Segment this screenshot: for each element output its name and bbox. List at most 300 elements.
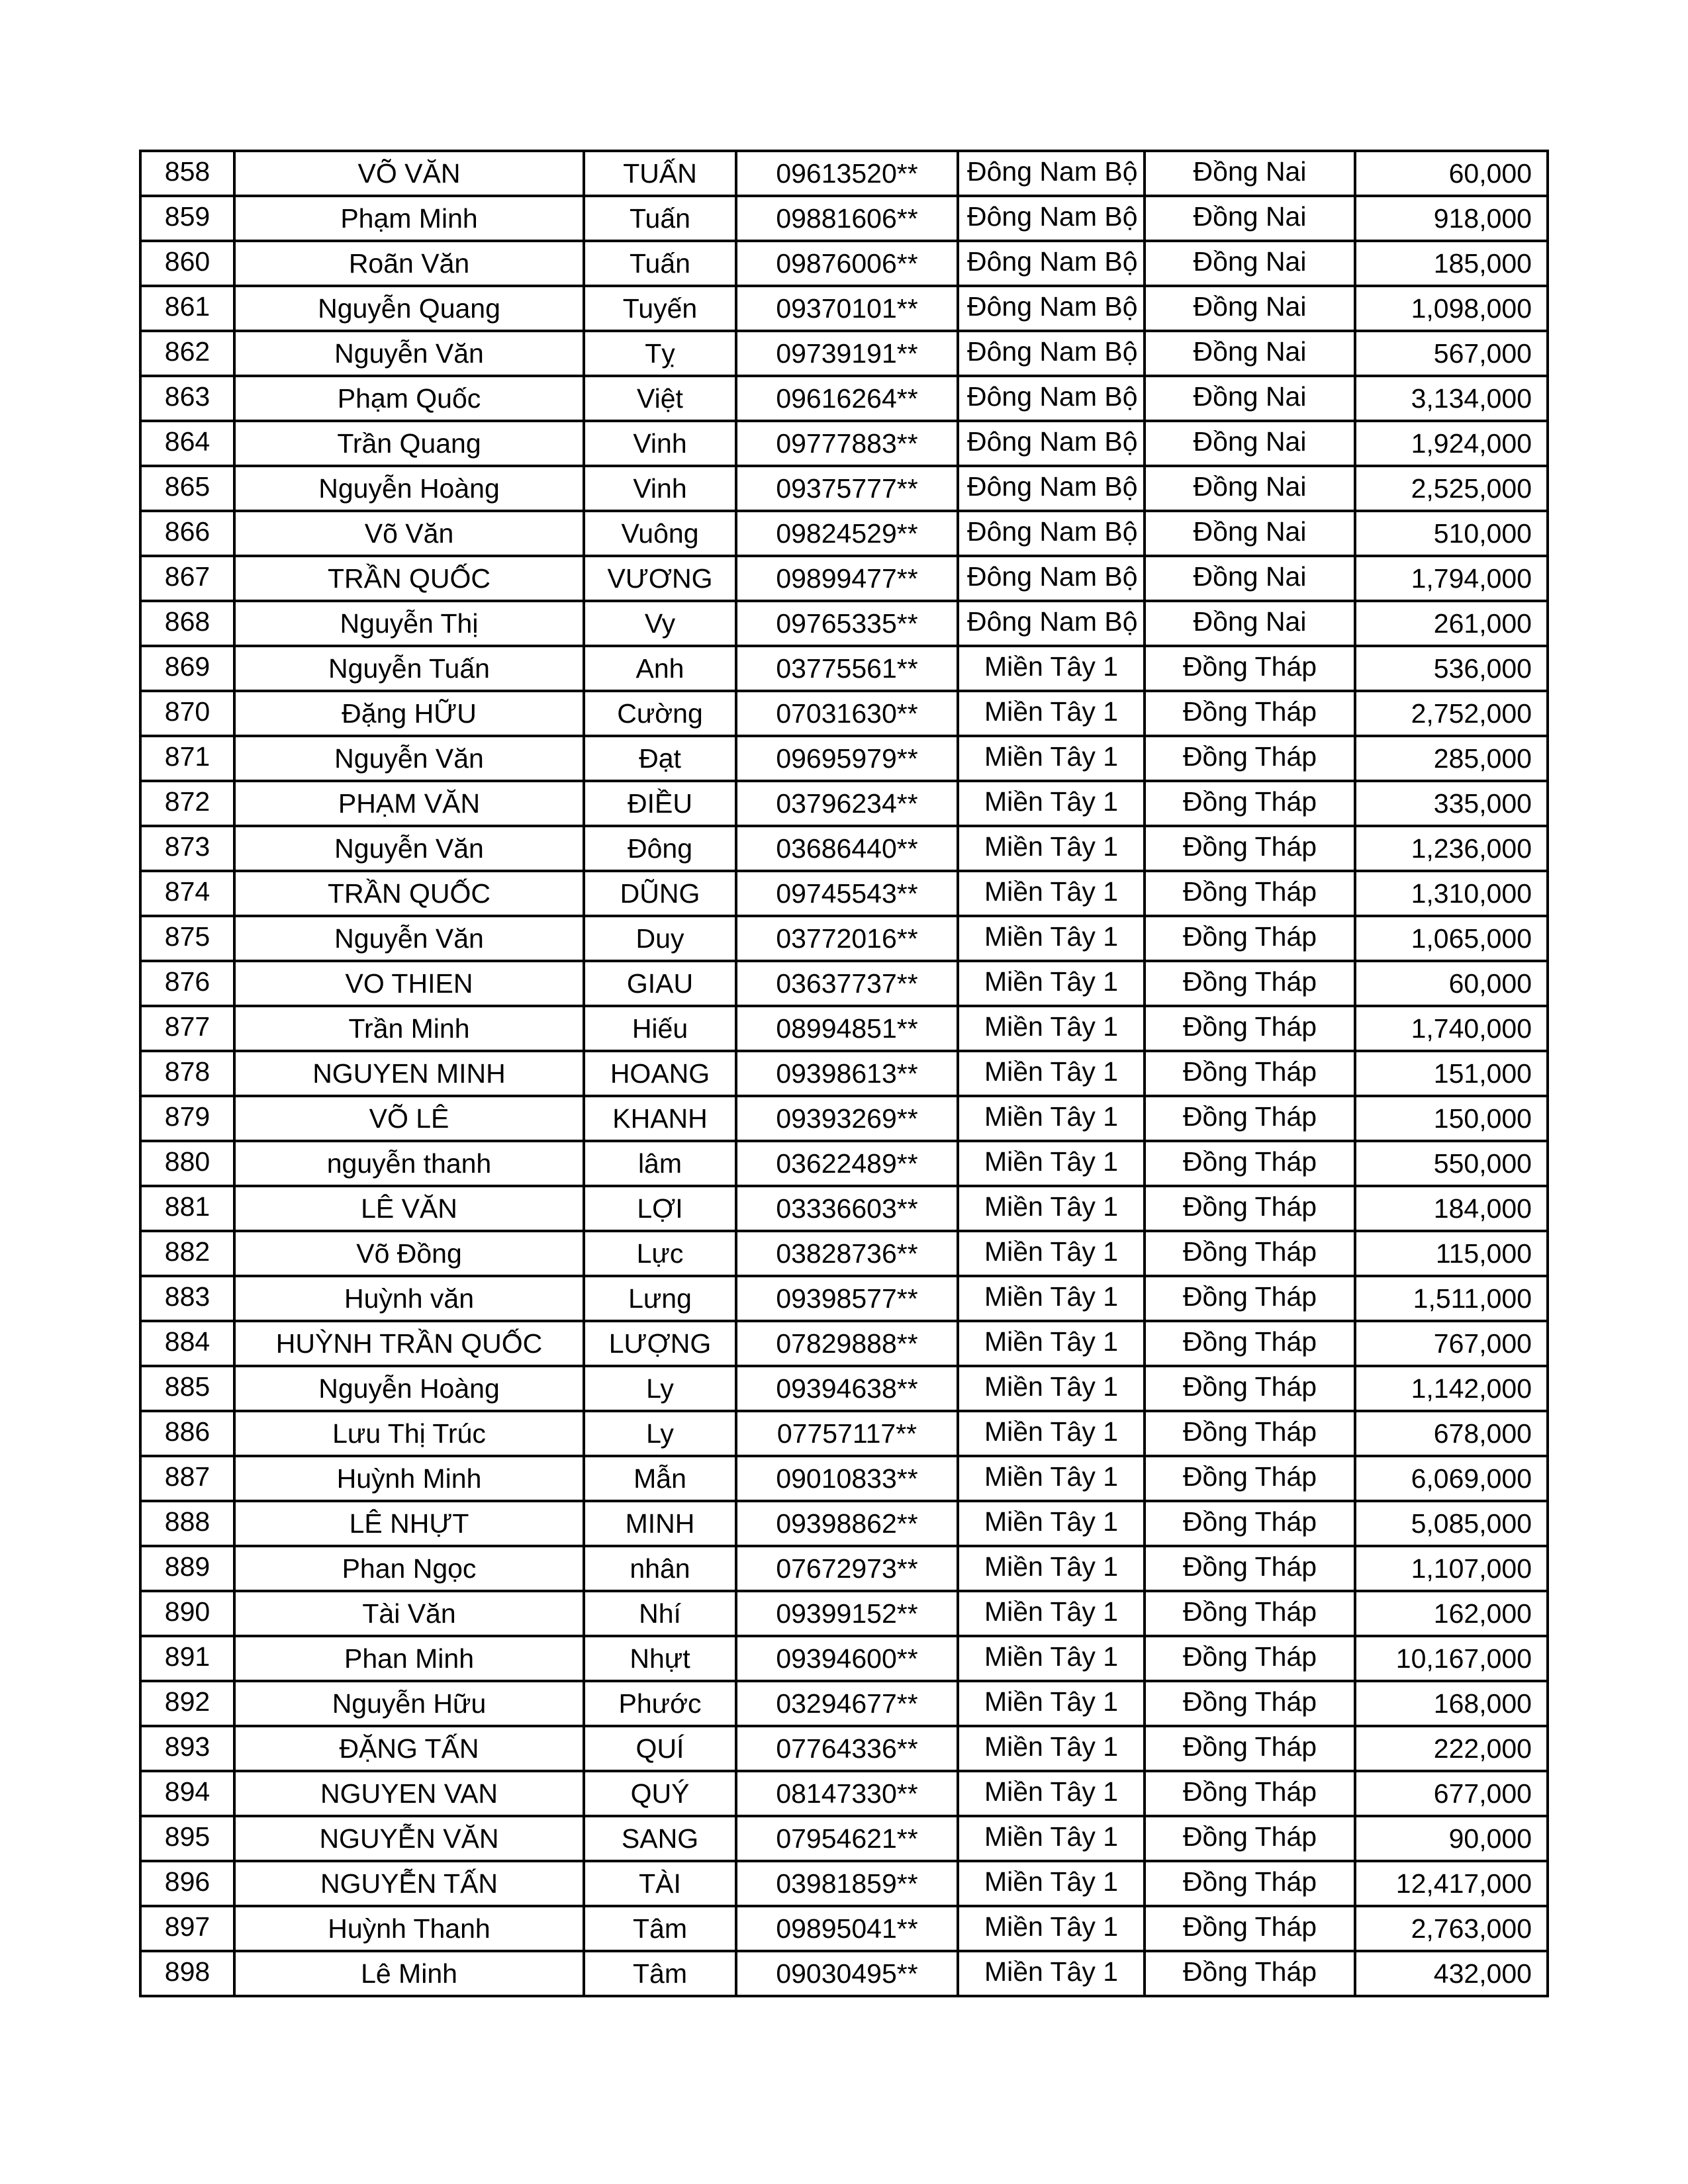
- phone-cell: 09393269**: [736, 1096, 958, 1141]
- row-number-cell: 878: [140, 1051, 234, 1096]
- table-row: [140, 1951, 1548, 1996]
- amount-cell: 222,000: [1355, 1726, 1548, 1771]
- table-row: [140, 1186, 1548, 1231]
- given-name-cell: SANG: [584, 1816, 736, 1861]
- province-cell: Đồng Nai: [1145, 241, 1355, 286]
- family-name-cell: Lê Minh: [234, 1951, 584, 1996]
- province-cell: Đồng Tháp: [1145, 781, 1355, 826]
- region-cell: Miền Tây 1: [958, 736, 1145, 781]
- table-row: [140, 466, 1548, 511]
- table-row: [140, 1591, 1548, 1636]
- table-row: [140, 736, 1548, 781]
- family-name-cell: Nguyễn Hoàng: [234, 466, 584, 511]
- family-name-cell: Võ Đồng: [234, 1231, 584, 1276]
- family-name-cell: Trần Quang: [234, 421, 584, 466]
- province-cell: Đồng Tháp: [1145, 646, 1355, 691]
- amount-cell: 678,000: [1355, 1411, 1548, 1456]
- table-row: [140, 241, 1548, 286]
- table-row: [140, 1726, 1548, 1771]
- province-cell: Đồng Tháp: [1145, 1861, 1355, 1906]
- table-row: [140, 1006, 1548, 1051]
- phone-cell: 09398577**: [736, 1276, 958, 1321]
- phone-cell: 09899477**: [736, 556, 958, 601]
- row-number-cell: 874: [140, 871, 234, 916]
- amount-cell: 162,000: [1355, 1591, 1548, 1636]
- table-row: [140, 421, 1548, 466]
- phone-cell: 09739191**: [736, 331, 958, 376]
- row-number-cell: 859: [140, 196, 234, 241]
- given-name-cell: Hiếu: [584, 1006, 736, 1051]
- table-body: [140, 151, 1548, 1996]
- table-row: [140, 1636, 1548, 1681]
- given-name-cell: QUÍ: [584, 1726, 736, 1771]
- given-name-cell: HOANG: [584, 1051, 736, 1096]
- region-cell: Miền Tây 1: [958, 871, 1145, 916]
- region-cell: Miền Tây 1: [958, 1546, 1145, 1591]
- amount-cell: 151,000: [1355, 1051, 1548, 1096]
- family-name-cell: NGUYỄN VĂN: [234, 1816, 584, 1861]
- row-number-cell: 893: [140, 1726, 234, 1771]
- amount-cell: 536,000: [1355, 646, 1548, 691]
- row-number-cell: 897: [140, 1906, 234, 1951]
- region-cell: Miền Tây 1: [958, 1051, 1145, 1096]
- region-cell: Đông Nam Bộ: [958, 511, 1145, 556]
- amount-cell: 60,000: [1355, 151, 1548, 196]
- province-cell: Đồng Tháp: [1145, 826, 1355, 871]
- region-cell: Miền Tây 1: [958, 1456, 1145, 1501]
- amount-cell: 185,000: [1355, 241, 1548, 286]
- amount-cell: 918,000: [1355, 196, 1548, 241]
- given-name-cell: TÀI: [584, 1861, 736, 1906]
- province-cell: Đồng Tháp: [1145, 736, 1355, 781]
- amount-cell: 184,000: [1355, 1186, 1548, 1231]
- given-name-cell: LƯỢNG: [584, 1321, 736, 1366]
- region-cell: Miền Tây 1: [958, 1591, 1145, 1636]
- family-name-cell: Nguyễn Văn: [234, 826, 584, 871]
- province-cell: Đồng Tháp: [1145, 1636, 1355, 1681]
- family-name-cell: Nguyễn Tuấn: [234, 646, 584, 691]
- given-name-cell: Tâm: [584, 1951, 736, 1996]
- given-name-cell: VƯƠNG: [584, 556, 736, 601]
- region-cell: Miền Tây 1: [958, 1771, 1145, 1816]
- phone-cell: 09765335**: [736, 601, 958, 646]
- amount-cell: 510,000: [1355, 511, 1548, 556]
- amount-cell: 567,000: [1355, 331, 1548, 376]
- family-name-cell: NGUYEN MINH: [234, 1051, 584, 1096]
- table-row: [140, 1681, 1548, 1726]
- row-number-cell: 886: [140, 1411, 234, 1456]
- family-name-cell: Võ Văn: [234, 511, 584, 556]
- given-name-cell: Tâm: [584, 1906, 736, 1951]
- table-row: [140, 556, 1548, 601]
- given-name-cell: Cường: [584, 691, 736, 736]
- family-name-cell: Lưu Thị Trúc: [234, 1411, 584, 1456]
- phone-cell: 09375777**: [736, 466, 958, 511]
- row-number-cell: 895: [140, 1816, 234, 1861]
- table-row: [140, 1231, 1548, 1276]
- table-row: [140, 1276, 1548, 1321]
- province-cell: Đồng Nai: [1145, 196, 1355, 241]
- phone-cell: 09745543**: [736, 871, 958, 916]
- family-name-cell: Nguyễn Văn: [234, 916, 584, 961]
- family-name-cell: NGUYEN VAN: [234, 1771, 584, 1816]
- table-row: [140, 196, 1548, 241]
- table-row: [140, 376, 1548, 421]
- row-number-cell: 863: [140, 376, 234, 421]
- province-cell: Đồng Tháp: [1145, 1186, 1355, 1231]
- family-name-cell: Nguyễn Văn: [234, 331, 584, 376]
- province-cell: Đồng Tháp: [1145, 1411, 1355, 1456]
- given-name-cell: Đông: [584, 826, 736, 871]
- family-name-cell: Nguyễn Hoàng: [234, 1366, 584, 1411]
- phone-cell: 03981859**: [736, 1861, 958, 1906]
- region-cell: Miền Tây 1: [958, 1681, 1145, 1726]
- table-row: [140, 1366, 1548, 1411]
- amount-cell: 1,065,000: [1355, 916, 1548, 961]
- phone-cell: 03686440**: [736, 826, 958, 871]
- region-cell: Miền Tây 1: [958, 1186, 1145, 1231]
- table-row: [140, 1861, 1548, 1906]
- province-cell: Đồng Nai: [1145, 421, 1355, 466]
- region-cell: Đông Nam Bộ: [958, 466, 1145, 511]
- region-cell: Miền Tây 1: [958, 1006, 1145, 1051]
- amount-cell: 150,000: [1355, 1096, 1548, 1141]
- region-cell: Miền Tây 1: [958, 1816, 1145, 1861]
- given-name-cell: GIAU: [584, 961, 736, 1006]
- province-cell: Đồng Tháp: [1145, 691, 1355, 736]
- phone-cell: 03772016**: [736, 916, 958, 961]
- amount-cell: 677,000: [1355, 1771, 1548, 1816]
- amount-cell: 115,000: [1355, 1231, 1548, 1276]
- row-number-cell: 868: [140, 601, 234, 646]
- amount-cell: 261,000: [1355, 601, 1548, 646]
- amount-cell: 1,310,000: [1355, 871, 1548, 916]
- given-name-cell: Vuông: [584, 511, 736, 556]
- amount-cell: 2,752,000: [1355, 691, 1548, 736]
- province-cell: Đồng Tháp: [1145, 961, 1355, 1006]
- province-cell: Đồng Tháp: [1145, 1276, 1355, 1321]
- amount-cell: 285,000: [1355, 736, 1548, 781]
- given-name-cell: Nhựt: [584, 1636, 736, 1681]
- given-name-cell: Đạt: [584, 736, 736, 781]
- province-cell: Đồng Tháp: [1145, 1906, 1355, 1951]
- phone-cell: 07764336**: [736, 1726, 958, 1771]
- amount-cell: 1,142,000: [1355, 1366, 1548, 1411]
- row-number-cell: 876: [140, 961, 234, 1006]
- amount-cell: 1,740,000: [1355, 1006, 1548, 1051]
- region-cell: Miền Tây 1: [958, 1951, 1145, 1996]
- table-row: [140, 1771, 1548, 1816]
- phone-cell: 09613520**: [736, 151, 958, 196]
- family-name-cell: Huỳnh Thanh: [234, 1906, 584, 1951]
- table-row: [140, 961, 1548, 1006]
- table-row: [140, 511, 1548, 556]
- amount-cell: 1,511,000: [1355, 1276, 1548, 1321]
- province-cell: Đồng Tháp: [1145, 916, 1355, 961]
- family-name-cell: TRẦN QUỐC: [234, 871, 584, 916]
- region-cell: Miền Tây 1: [958, 961, 1145, 1006]
- province-cell: Đồng Nai: [1145, 601, 1355, 646]
- phone-cell: 07031630**: [736, 691, 958, 736]
- table-row: [140, 871, 1548, 916]
- family-name-cell: Nguyễn Văn: [234, 736, 584, 781]
- family-name-cell: HUỲNH TRẦN QUỐC: [234, 1321, 584, 1366]
- table-row: [140, 646, 1548, 691]
- family-name-cell: LÊ VĂN: [234, 1186, 584, 1231]
- table-row: [140, 691, 1548, 736]
- given-name-cell: MINH: [584, 1501, 736, 1546]
- amount-cell: 10,167,000: [1355, 1636, 1548, 1681]
- amount-cell: 1,098,000: [1355, 286, 1548, 331]
- province-cell: Đồng Tháp: [1145, 871, 1355, 916]
- amount-cell: 60,000: [1355, 961, 1548, 1006]
- phone-cell: 03796234**: [736, 781, 958, 826]
- family-name-cell: Phan Minh: [234, 1636, 584, 1681]
- given-name-cell: DŨNG: [584, 871, 736, 916]
- province-cell: Đồng Tháp: [1145, 1006, 1355, 1051]
- phone-cell: 09881606**: [736, 196, 958, 241]
- region-cell: Miền Tây 1: [958, 916, 1145, 961]
- row-number-cell: 892: [140, 1681, 234, 1726]
- province-cell: Đồng Tháp: [1145, 1096, 1355, 1141]
- province-cell: Đồng Tháp: [1145, 1051, 1355, 1096]
- phone-cell: 08994851**: [736, 1006, 958, 1051]
- region-cell: Đông Nam Bộ: [958, 286, 1145, 331]
- row-number-cell: 888: [140, 1501, 234, 1546]
- row-number-cell: 879: [140, 1096, 234, 1141]
- region-cell: Miền Tây 1: [958, 1096, 1145, 1141]
- given-name-cell: Lực: [584, 1231, 736, 1276]
- region-cell: Đông Nam Bộ: [958, 151, 1145, 196]
- row-number-cell: 896: [140, 1861, 234, 1906]
- family-name-cell: Phan Ngọc: [234, 1546, 584, 1591]
- given-name-cell: Nhí: [584, 1591, 736, 1636]
- phone-cell: 03336603**: [736, 1186, 958, 1231]
- region-cell: Miền Tây 1: [958, 1636, 1145, 1681]
- region-cell: Miền Tây 1: [958, 1366, 1145, 1411]
- amount-cell: 1,794,000: [1355, 556, 1548, 601]
- amount-cell: 2,525,000: [1355, 466, 1548, 511]
- phone-cell: 09398862**: [736, 1501, 958, 1546]
- family-name-cell: ĐẶNG TẤN: [234, 1726, 584, 1771]
- row-number-cell: 877: [140, 1006, 234, 1051]
- amount-cell: 550,000: [1355, 1141, 1548, 1186]
- phone-cell: 09394638**: [736, 1366, 958, 1411]
- row-number-cell: 864: [140, 421, 234, 466]
- phone-cell: 09824529**: [736, 511, 958, 556]
- region-cell: Miền Tây 1: [958, 1726, 1145, 1771]
- row-number-cell: 866: [140, 511, 234, 556]
- table-row: [140, 151, 1548, 196]
- province-cell: Đồng Tháp: [1145, 1681, 1355, 1726]
- region-cell: Đông Nam Bộ: [958, 331, 1145, 376]
- phone-cell: 09398613**: [736, 1051, 958, 1096]
- phone-cell: 09876006**: [736, 241, 958, 286]
- phone-cell: 03828736**: [736, 1231, 958, 1276]
- row-number-cell: 869: [140, 646, 234, 691]
- family-name-cell: Huỳnh Minh: [234, 1456, 584, 1501]
- table-row: [140, 1546, 1548, 1591]
- table-row: [140, 826, 1548, 871]
- row-number-cell: 865: [140, 466, 234, 511]
- province-cell: Đồng Nai: [1145, 151, 1355, 196]
- given-name-cell: KHANH: [584, 1096, 736, 1141]
- region-cell: Miền Tây 1: [958, 1141, 1145, 1186]
- phone-cell: 03622489**: [736, 1141, 958, 1186]
- given-name-cell: Ly: [584, 1366, 736, 1411]
- given-name-cell: nhân: [584, 1546, 736, 1591]
- family-name-cell: TRẦN QUỐC: [234, 556, 584, 601]
- phone-cell: 09399152**: [736, 1591, 958, 1636]
- phone-cell: 03294677**: [736, 1681, 958, 1726]
- amount-cell: 335,000: [1355, 781, 1548, 826]
- given-name-cell: LỢI: [584, 1186, 736, 1231]
- province-cell: Đồng Tháp: [1145, 1456, 1355, 1501]
- region-cell: Miền Tây 1: [958, 1501, 1145, 1546]
- table-row: [140, 1411, 1548, 1456]
- table-row: [140, 1456, 1548, 1501]
- given-name-cell: lâm: [584, 1141, 736, 1186]
- province-cell: Đồng Nai: [1145, 331, 1355, 376]
- row-number-cell: 889: [140, 1546, 234, 1591]
- phone-cell: 09695979**: [736, 736, 958, 781]
- family-name-cell: LÊ NHỰT: [234, 1501, 584, 1546]
- region-cell: Miền Tây 1: [958, 1906, 1145, 1951]
- row-number-cell: 861: [140, 286, 234, 331]
- table-row: [140, 331, 1548, 376]
- given-name-cell: Anh: [584, 646, 736, 691]
- row-number-cell: 858: [140, 151, 234, 196]
- phone-cell: 09616264**: [736, 376, 958, 421]
- province-cell: Đồng Tháp: [1145, 1816, 1355, 1861]
- region-cell: Miền Tây 1: [958, 691, 1145, 736]
- phone-cell: 09030495**: [736, 1951, 958, 1996]
- row-number-cell: 873: [140, 826, 234, 871]
- phone-cell: 03775561**: [736, 646, 958, 691]
- family-name-cell: Nguyễn Quang: [234, 286, 584, 331]
- table-row: [140, 1141, 1548, 1186]
- amount-cell: 1,107,000: [1355, 1546, 1548, 1591]
- province-cell: Đồng Tháp: [1145, 1231, 1355, 1276]
- row-number-cell: 890: [140, 1591, 234, 1636]
- given-name-cell: Tỵ: [584, 331, 736, 376]
- province-cell: Đồng Tháp: [1145, 1726, 1355, 1771]
- province-cell: Đồng Tháp: [1145, 1771, 1355, 1816]
- amount-cell: 1,924,000: [1355, 421, 1548, 466]
- amount-cell: 12,417,000: [1355, 1861, 1548, 1906]
- family-name-cell: NGUYỄN TẤN: [234, 1861, 584, 1906]
- given-name-cell: ĐIỀU: [584, 781, 736, 826]
- phone-cell: 09777883**: [736, 421, 958, 466]
- row-number-cell: 891: [140, 1636, 234, 1681]
- region-cell: Đông Nam Bộ: [958, 241, 1145, 286]
- family-name-cell: Phạm Minh: [234, 196, 584, 241]
- table-row: [140, 1906, 1548, 1951]
- amount-cell: 6,069,000: [1355, 1456, 1548, 1501]
- table-row: [140, 916, 1548, 961]
- given-name-cell: Lưng: [584, 1276, 736, 1321]
- table-row: [140, 1051, 1548, 1096]
- family-name-cell: VÕ VĂN: [234, 151, 584, 196]
- province-cell: Đồng Nai: [1145, 556, 1355, 601]
- province-cell: Đồng Tháp: [1145, 1141, 1355, 1186]
- region-cell: Miền Tây 1: [958, 1231, 1145, 1276]
- table-row: [140, 1321, 1548, 1366]
- row-number-cell: 881: [140, 1186, 234, 1231]
- province-cell: Đồng Tháp: [1145, 1321, 1355, 1366]
- region-cell: Đông Nam Bộ: [958, 376, 1145, 421]
- province-cell: Đồng Nai: [1145, 511, 1355, 556]
- province-cell: Đồng Tháp: [1145, 1546, 1355, 1591]
- table-row: [140, 1096, 1548, 1141]
- given-name-cell: Vy: [584, 601, 736, 646]
- table-row: [140, 781, 1548, 826]
- row-number-cell: 884: [140, 1321, 234, 1366]
- province-cell: Đồng Nai: [1145, 376, 1355, 421]
- row-number-cell: 870: [140, 691, 234, 736]
- family-name-cell: Nguyễn Thị: [234, 601, 584, 646]
- given-name-cell: Phước: [584, 1681, 736, 1726]
- given-name-cell: Tuấn: [584, 241, 736, 286]
- family-name-cell: nguyễn thanh: [234, 1141, 584, 1186]
- family-name-cell: Roãn Văn: [234, 241, 584, 286]
- region-cell: Miền Tây 1: [958, 781, 1145, 826]
- given-name-cell: Ly: [584, 1411, 736, 1456]
- phone-cell: 07672973**: [736, 1546, 958, 1591]
- row-number-cell: 882: [140, 1231, 234, 1276]
- region-cell: Đông Nam Bộ: [958, 556, 1145, 601]
- family-name-cell: VÕ LÊ: [234, 1096, 584, 1141]
- region-cell: Miền Tây 1: [958, 1861, 1145, 1906]
- given-name-cell: Vinh: [584, 466, 736, 511]
- province-cell: Đồng Tháp: [1145, 1951, 1355, 1996]
- table-row: [140, 1501, 1548, 1546]
- region-cell: Đông Nam Bộ: [958, 601, 1145, 646]
- region-cell: Miền Tây 1: [958, 826, 1145, 871]
- given-name-cell: Vinh: [584, 421, 736, 466]
- province-cell: Đồng Nai: [1145, 466, 1355, 511]
- phone-cell: 07757117**: [736, 1411, 958, 1456]
- given-name-cell: Tuấn: [584, 196, 736, 241]
- phone-cell: 09895041**: [736, 1906, 958, 1951]
- given-name-cell: Mẫn: [584, 1456, 736, 1501]
- family-name-cell: Đặng HỮU: [234, 691, 584, 736]
- phone-cell: 07954621**: [736, 1816, 958, 1861]
- region-cell: Miền Tây 1: [958, 1321, 1145, 1366]
- region-cell: Miền Tây 1: [958, 1411, 1145, 1456]
- row-number-cell: 872: [140, 781, 234, 826]
- row-number-cell: 883: [140, 1276, 234, 1321]
- amount-cell: 168,000: [1355, 1681, 1548, 1726]
- given-name-cell: TUẤN: [584, 151, 736, 196]
- family-name-cell: Trần Minh: [234, 1006, 584, 1051]
- phone-cell: 09394600**: [736, 1636, 958, 1681]
- table-row: [140, 1816, 1548, 1861]
- given-name-cell: Việt: [584, 376, 736, 421]
- phone-cell: 09370101**: [736, 286, 958, 331]
- family-name-cell: Tài Văn: [234, 1591, 584, 1636]
- row-number-cell: 860: [140, 241, 234, 286]
- row-number-cell: 885: [140, 1366, 234, 1411]
- given-name-cell: Tuyến: [584, 286, 736, 331]
- phone-cell: 08147330**: [736, 1771, 958, 1816]
- row-number-cell: 898: [140, 1951, 234, 1996]
- region-cell: Miền Tây 1: [958, 1276, 1145, 1321]
- phone-cell: 07829888**: [736, 1321, 958, 1366]
- table-row: [140, 601, 1548, 646]
- phone-cell: 09010833**: [736, 1456, 958, 1501]
- table-row: [140, 286, 1548, 331]
